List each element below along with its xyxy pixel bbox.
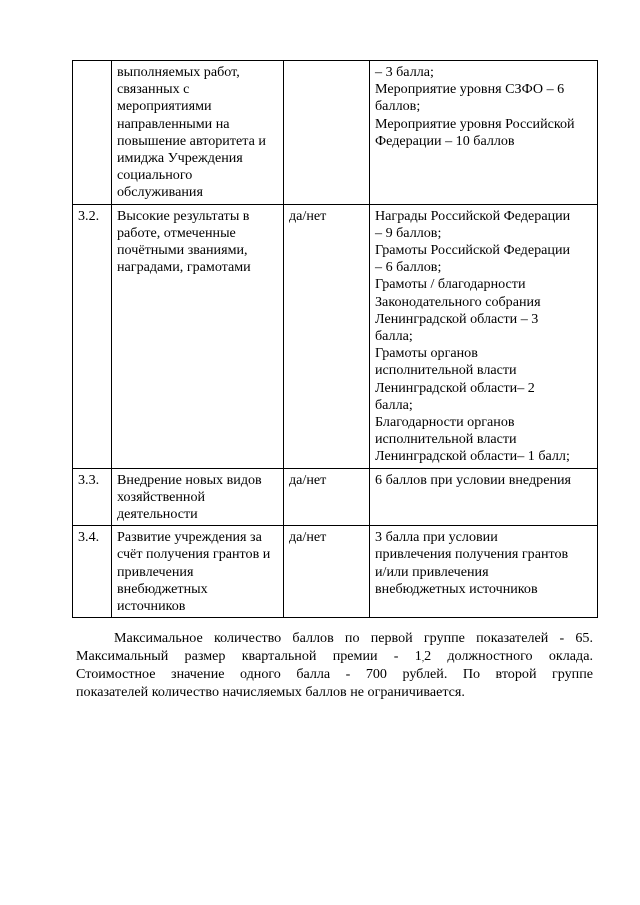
score-line: балла; <box>375 328 413 345</box>
score-line: Грамоты / благодарности <box>375 276 526 293</box>
summary-line-4: показателей количество начисляемых баллов не ограничивается. <box>76 684 465 700</box>
table-row <box>73 468 598 526</box>
indicator-line: выполняемых работ, <box>117 64 240 80</box>
indicator-line: Внедрение новых видов <box>117 471 262 488</box>
answer-cell: да/нет <box>284 204 370 468</box>
criteria-table <box>72 60 598 618</box>
score-cell <box>370 61 598 205</box>
criteria-table-body <box>73 61 598 618</box>
answer-cell <box>284 61 370 205</box>
score-line: Награды Российской Федерации <box>375 207 571 224</box>
indicator-line: Развитие учреждения за <box>117 529 262 546</box>
table-row <box>73 526 598 618</box>
indicator-line: связанных с <box>117 81 190 98</box>
indicator-line: хозяйственной <box>117 488 206 505</box>
indicator-line: работе, отмеченные <box>117 224 236 241</box>
decimal-comma-mark: , <box>421 653 425 663</box>
indicator-line: почётными званиями, <box>117 242 248 259</box>
indicator-line: повышение авторитета и <box>117 132 266 149</box>
summary-paragraph <box>76 629 593 701</box>
score-line: Благодарности органов <box>375 414 515 431</box>
summary-line-3: Стоимостное значение одного балла - 700 рублей. По второй группе <box>76 666 593 682</box>
score-line: – 9 баллов; <box>375 224 442 241</box>
score-line: 6 баллов при условии внедрения <box>375 471 572 488</box>
score-line: исполнительной власти <box>375 431 517 448</box>
score-cell <box>370 468 598 526</box>
indicator-cell <box>112 61 284 205</box>
score-line: баллов; <box>375 98 421 115</box>
score-line: привлечения получения грантов <box>375 546 569 563</box>
row-number-cell: 3.2. <box>73 204 112 468</box>
score-line: внебюджетных источников <box>375 580 538 597</box>
score-cell <box>370 204 598 468</box>
indicator-line: Высокие результаты в <box>117 207 250 224</box>
score-line: Законодательного собрания <box>375 293 541 310</box>
table-row <box>73 204 598 468</box>
indicator-line: деятельности <box>117 506 198 523</box>
answer-cell: да/нет <box>284 468 370 526</box>
table-row <box>73 61 598 205</box>
indicator-line: внебюджетных <box>117 580 208 597</box>
summary-line-2-start: Максимальный размер квартальной премии - 1 <box>76 648 422 664</box>
row-number-cell <box>73 61 112 205</box>
indicator-line: мероприятиями <box>117 98 212 115</box>
score-line: Федерации – 10 баллов <box>375 132 515 149</box>
score-line: 3 балла при условии <box>375 529 498 546</box>
indicator-line: источников <box>117 598 186 615</box>
indicator-line: социального <box>117 167 193 184</box>
row-number-cell: 3.4. <box>73 526 112 618</box>
score-line: Мероприятие уровня Российской <box>375 115 575 132</box>
indicator-line: обслуживания <box>117 184 203 201</box>
score-line: Грамоты органов <box>375 345 478 362</box>
score-line: – 3 балла; <box>375 64 434 80</box>
summary-line-2 <box>76 647 593 665</box>
indicator-cell <box>112 526 284 618</box>
indicator-line: имиджа Учреждения <box>117 150 243 167</box>
score-line: и/или привлечения <box>375 563 489 580</box>
indicator-cell <box>112 468 284 526</box>
indicator-line: счёт получения грантов и <box>117 546 271 563</box>
indicator-line: направленными на <box>117 115 230 132</box>
summary-line-1: Максимальное количество баллов по первой группе показателей - 65. <box>114 630 593 646</box>
score-cell <box>370 526 598 618</box>
indicator-line: наградами, грамотами <box>117 259 251 276</box>
score-line: Ленинградской области– 2 <box>375 379 535 396</box>
summary-line-2-end: 2 должностного оклада. <box>424 648 593 664</box>
score-line: Мероприятие уровня СЗФО – 6 <box>375 81 565 98</box>
score-line: исполнительной власти <box>375 362 517 379</box>
score-line: Ленинградской области – 3 <box>375 310 539 327</box>
score-line: Ленинградской области– 1 балл; <box>375 448 570 465</box>
row-number-cell: 3.3. <box>73 468 112 526</box>
score-line: – 6 баллов; <box>375 259 442 276</box>
indicator-line: привлечения <box>117 563 194 580</box>
score-line: Грамоты Российской Федерации <box>375 242 571 259</box>
score-line: балла; <box>375 396 413 413</box>
indicator-cell <box>112 204 284 468</box>
answer-cell: да/нет <box>284 526 370 618</box>
